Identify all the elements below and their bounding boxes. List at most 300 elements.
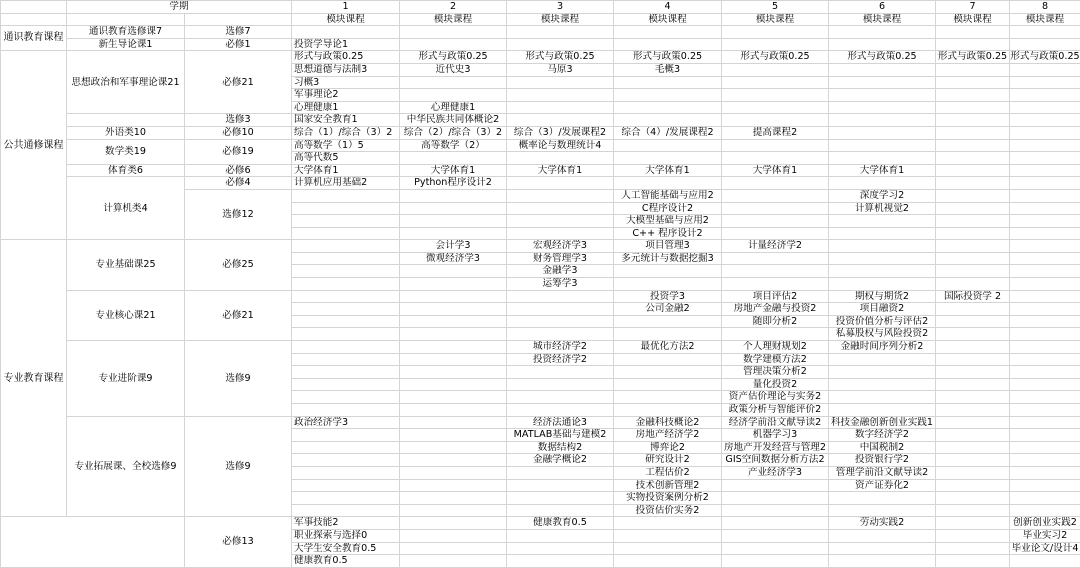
course-cell: 金融学概论2: [507, 454, 614, 467]
course-cell: [614, 366, 722, 379]
course-cell: [936, 479, 1010, 492]
course-cell: [400, 416, 507, 429]
course-cell: [614, 101, 722, 114]
course-cell: [507, 542, 614, 555]
course-cell: [400, 89, 507, 102]
course-cell: 形式与政策0.25: [614, 51, 722, 64]
course-cell: 职业探索与选择0: [292, 529, 400, 542]
course-cell: [507, 303, 614, 316]
course-cell: 科技金融创新创业实践1: [829, 416, 936, 429]
course-cell: [292, 366, 400, 379]
course-cell: [1010, 555, 1080, 568]
course-cell: 金融学3: [507, 265, 614, 278]
course-cell: [936, 441, 1010, 454]
course-cell: 习概3: [292, 76, 400, 89]
course-cell: [292, 290, 400, 303]
requirement-cell: 选修3: [185, 114, 292, 127]
course-cell: [614, 353, 722, 366]
course-group-cell: 计算机类4: [67, 177, 185, 240]
course-cell: [829, 252, 936, 265]
course-cell: [936, 278, 1010, 291]
course-cell: [936, 189, 1010, 202]
course-group-cell: 通识教育选修课7: [67, 26, 185, 39]
course-cell: [507, 391, 614, 404]
course-cell: [829, 76, 936, 89]
course-cell: [400, 202, 507, 215]
course-cell: [507, 26, 614, 39]
course-cell: 量化投资2: [722, 378, 829, 391]
table-row: [1, 164, 1080, 177]
table-row: [1, 13, 1080, 26]
course-cell: [400, 441, 507, 454]
course-cell: [400, 189, 507, 202]
header-row: [1, 1, 1080, 14]
course-cell: [936, 227, 1010, 240]
table-row: [1, 114, 1080, 127]
course-cell: 资产估价理论与实务2: [722, 391, 829, 404]
course-cell: 项目融资2: [829, 303, 936, 316]
course-cell: 高等数学（1）5: [292, 139, 400, 152]
course-cell: 模块课程: [614, 13, 722, 26]
course-cell: 财务管理学3: [507, 252, 614, 265]
course-cell: 数据结构2: [507, 441, 614, 454]
course-cell: [722, 139, 829, 152]
course-cell: [292, 227, 400, 240]
course-cell: [936, 517, 1010, 530]
course-cell: [614, 139, 722, 152]
course-cell: 近代史3: [400, 63, 507, 76]
course-cell: 期权与期货2: [829, 290, 936, 303]
course-cell: [400, 492, 507, 505]
course-cell: [614, 265, 722, 278]
course-cell: 数学建模方法2: [722, 353, 829, 366]
table-row: [1, 290, 1080, 303]
course-cell: [1010, 278, 1080, 291]
course-cell: 大模型基础与应用2: [614, 215, 722, 228]
course-cell: 创新创业实践2: [1010, 517, 1080, 530]
course-cell: [614, 26, 722, 39]
course-cell: [722, 114, 829, 127]
course-cell: [614, 315, 722, 328]
course-cell: 个人理财规划2: [722, 341, 829, 354]
course-cell: 国际投资学 2: [936, 290, 1010, 303]
course-cell: [936, 164, 1010, 177]
course-cell: 大学体育1: [507, 164, 614, 177]
course-cell: [292, 404, 400, 417]
course-cell: [614, 76, 722, 89]
requirement-cell: 必修25: [185, 240, 292, 290]
course-cell: [936, 126, 1010, 139]
course-cell: [1010, 114, 1080, 127]
course-cell: [1010, 303, 1080, 316]
course-cell: [722, 152, 829, 165]
course-cell: [1010, 416, 1080, 429]
course-cell: [507, 89, 614, 102]
course-cell: 资产证券化2: [829, 479, 936, 492]
course-cell: [400, 529, 507, 542]
course-cell: [292, 278, 400, 291]
course-cell: [936, 429, 1010, 442]
course-cell: 投资学3: [614, 290, 722, 303]
course-cell: [829, 227, 936, 240]
course-cell: [1010, 328, 1080, 341]
course-cell: 概率论与数理统计4: [507, 139, 614, 152]
course-cell: 微观经济学3: [400, 252, 507, 265]
course-cell: [936, 454, 1010, 467]
course-cell: 高等代数5: [292, 152, 400, 165]
course-cell: 健康教育0.5: [292, 555, 400, 568]
course-cell: [829, 391, 936, 404]
course-cell: [507, 227, 614, 240]
course-cell: [507, 315, 614, 328]
course-cell: [722, 202, 829, 215]
course-cell: [400, 328, 507, 341]
course-cell: [829, 542, 936, 555]
course-cell: 投资估价实务2: [614, 504, 722, 517]
course-cell: 多元统计与数据挖掘3: [614, 252, 722, 265]
course-cell: [936, 252, 1010, 265]
course-cell: 综合（2）/综合（3）2: [400, 126, 507, 139]
semester-number: 1: [292, 1, 400, 14]
course-cell: [507, 328, 614, 341]
course-cell: [614, 89, 722, 102]
course-cell: [1010, 353, 1080, 366]
course-cell: [400, 76, 507, 89]
course-cell: [936, 555, 1010, 568]
course-cell: 金融时间序列分析2: [829, 341, 936, 354]
course-cell: [1010, 89, 1080, 102]
course-cell: 管理学前沿文献导读2: [829, 466, 936, 479]
course-cell: [936, 63, 1010, 76]
course-cell: [507, 76, 614, 89]
course-cell: 模块课程: [829, 13, 936, 26]
course-cell: 项目管理3: [614, 240, 722, 253]
course-cell: 金融科技概论2: [614, 416, 722, 429]
course-cell: [400, 26, 507, 39]
table-row: [1, 26, 1080, 39]
course-cell: [400, 341, 507, 354]
course-cell: [292, 202, 400, 215]
course-cell: [1010, 429, 1080, 442]
course-cell: 工程估价2: [614, 466, 722, 479]
term-label: 学期: [67, 1, 292, 14]
course-cell: [614, 542, 722, 555]
course-cell: [829, 89, 936, 102]
course-cell: [936, 152, 1010, 165]
course-cell: 最优化方法2: [614, 341, 722, 354]
course-group-cell: 数学类19: [67, 139, 185, 164]
course-cell: [400, 366, 507, 379]
course-group-cell: 专业核心课21: [67, 290, 185, 340]
course-cell: MATLAB基础与建模2: [507, 429, 614, 442]
course-cell: [1010, 404, 1080, 417]
course-cell: [507, 378, 614, 391]
course-cell: [829, 139, 936, 152]
table-row: [1, 126, 1080, 139]
course-cell: [292, 466, 400, 479]
course-cell: 模块课程: [507, 13, 614, 26]
category-cell: [1, 13, 67, 26]
course-cell: [292, 353, 400, 366]
course-cell: [400, 215, 507, 228]
course-cell: 模块课程: [1010, 13, 1080, 26]
course-cell: 形式与政策0.25: [1010, 51, 1080, 64]
course-cell: [1010, 366, 1080, 379]
course-cell: 形式与政策0.25: [829, 51, 936, 64]
requirement-cell: 选修9: [185, 341, 292, 417]
course-cell: [829, 504, 936, 517]
course-group-cell: [67, 13, 185, 26]
course-cell: [400, 542, 507, 555]
course-cell: [829, 529, 936, 542]
course-cell: [614, 391, 722, 404]
course-cell: [829, 26, 936, 39]
course-cell: [400, 429, 507, 442]
table-row: [1, 51, 1080, 64]
course-cell: 技术创新管理2: [614, 479, 722, 492]
course-cell: [722, 517, 829, 530]
course-cell: 产业经济学3: [722, 466, 829, 479]
course-cell: 经济法通论3: [507, 416, 614, 429]
course-cell: Python程序设计2: [400, 177, 507, 190]
course-cell: [400, 479, 507, 492]
course-cell: [829, 177, 936, 190]
course-cell: 机器学习3: [722, 429, 829, 442]
course-cell: 形式与政策0.25: [400, 51, 507, 64]
course-cell: [829, 101, 936, 114]
requirement-cell: 选修9: [185, 416, 292, 517]
course-cell: [507, 290, 614, 303]
course-cell: 计算机视觉2: [829, 202, 936, 215]
course-cell: [400, 38, 507, 51]
course-cell: [614, 378, 722, 391]
course-cell: [292, 492, 400, 505]
course-cell: [936, 38, 1010, 51]
course-cell: 思想道德与法制3: [292, 63, 400, 76]
course-cell: 劳动实践2: [829, 517, 936, 530]
course-cell: [1010, 466, 1080, 479]
course-cell: [829, 366, 936, 379]
course-cell: [936, 492, 1010, 505]
course-cell: [1010, 215, 1080, 228]
table-row: [1, 177, 1080, 190]
course-cell: [1010, 152, 1080, 165]
course-cell: [1010, 76, 1080, 89]
course-cell: 军事理论2: [292, 89, 400, 102]
course-cell: [1010, 492, 1080, 505]
course-cell: [1010, 265, 1080, 278]
course-cell: [400, 290, 507, 303]
course-cell: [936, 76, 1010, 89]
course-cell: [1010, 139, 1080, 152]
course-cell: [292, 240, 400, 253]
semester-number: 8: [1010, 1, 1080, 14]
header-blank: [1, 1, 67, 14]
table-row: [1, 341, 1080, 354]
course-cell: C++ 程序设计2: [614, 227, 722, 240]
course-cell: 城市经济学2: [507, 341, 614, 354]
course-cell: 房地产金融与投资2: [722, 303, 829, 316]
course-cell: [614, 278, 722, 291]
course-cell: 投资银行学2: [829, 454, 936, 467]
course-cell: 模块课程: [722, 13, 829, 26]
course-cell: [722, 504, 829, 517]
course-cell: 私募股权与风险投资2: [829, 328, 936, 341]
course-cell: [292, 341, 400, 354]
course-cell: [936, 466, 1010, 479]
course-cell: 房地产开发经营与管理2: [722, 441, 829, 454]
course-cell: [614, 555, 722, 568]
course-cell: [1010, 189, 1080, 202]
course-cell: [400, 391, 507, 404]
course-cell: [829, 215, 936, 228]
course-cell: [400, 227, 507, 240]
course-cell: [722, 479, 829, 492]
course-cell: 模块课程: [400, 13, 507, 26]
course-cell: [722, 265, 829, 278]
course-cell: [936, 139, 1010, 152]
course-cell: 模块课程: [292, 13, 400, 26]
course-cell: [1010, 290, 1080, 303]
course-cell: [1010, 227, 1080, 240]
course-cell: [722, 89, 829, 102]
course-cell: [400, 265, 507, 278]
course-group-cell: 新生导论课1: [67, 38, 185, 51]
semester-number: 6: [829, 1, 936, 14]
requirement-cell: 选修12: [185, 189, 292, 239]
course-cell: [292, 391, 400, 404]
course-cell: [722, 278, 829, 291]
course-cell: 投资学导论1: [292, 38, 400, 51]
course-cell: [936, 328, 1010, 341]
course-cell: [507, 101, 614, 114]
course-cell: [722, 189, 829, 202]
course-cell: 研究设计2: [614, 454, 722, 467]
requirement-cell: 必修1: [185, 38, 292, 51]
course-cell: [1010, 177, 1080, 190]
course-cell: [1010, 315, 1080, 328]
course-cell: [1010, 26, 1080, 39]
course-cell: GIS空间数据分析方法2: [722, 454, 829, 467]
course-cell: [829, 126, 936, 139]
course-cell: [507, 202, 614, 215]
course-cell: [936, 529, 1010, 542]
course-cell: [507, 38, 614, 51]
course-cell: [936, 366, 1010, 379]
course-cell: [507, 114, 614, 127]
course-cell: [292, 26, 400, 39]
semester-number: 7: [936, 1, 1010, 14]
course-cell: 大学生安全教育0.5: [292, 542, 400, 555]
course-cell: [1010, 164, 1080, 177]
course-cell: [1010, 479, 1080, 492]
course-cell: [1010, 504, 1080, 517]
course-cell: 心理健康1: [292, 101, 400, 114]
course-cell: [936, 504, 1010, 517]
course-cell: [722, 177, 829, 190]
course-cell: 博弈论2: [614, 441, 722, 454]
course-cell: [400, 303, 507, 316]
course-cell: [1010, 441, 1080, 454]
course-cell: [829, 265, 936, 278]
course-cell: [292, 454, 400, 467]
course-cell: 计算机应用基础2: [292, 177, 400, 190]
course-cell: [400, 454, 507, 467]
course-cell: [936, 353, 1010, 366]
course-cell: [1010, 378, 1080, 391]
table-row: [1, 38, 1080, 51]
course-cell: [292, 479, 400, 492]
course-group-cell: 专业进阶课9: [67, 341, 185, 417]
course-cell: [1010, 101, 1080, 114]
course-cell: [829, 152, 936, 165]
course-cell: [614, 404, 722, 417]
course-cell: [936, 240, 1010, 253]
course-cell: [507, 529, 614, 542]
requirement-cell: 必修21: [185, 51, 292, 114]
course-cell: 提高课程2: [722, 126, 829, 139]
course-cell: 中华民族共同体概论2: [400, 114, 507, 127]
course-cell: 经济学前沿文献导读2: [722, 416, 829, 429]
course-cell: C程序设计2: [614, 202, 722, 215]
course-cell: 投资经济学2: [507, 353, 614, 366]
course-cell: [722, 63, 829, 76]
course-cell: 运筹学3: [507, 278, 614, 291]
course-cell: 管理决策分析2: [722, 366, 829, 379]
course-cell: [936, 391, 1010, 404]
course-cell: [292, 328, 400, 341]
table-row: [1, 240, 1080, 253]
course-cell: 计量经济学2: [722, 240, 829, 253]
course-cell: 模块课程: [936, 13, 1010, 26]
table-row: [1, 517, 1080, 530]
course-cell: [722, 26, 829, 39]
course-cell: [829, 404, 936, 417]
course-cell: 政策分析与智能评价2: [722, 404, 829, 417]
course-cell: 大学体育1: [829, 164, 936, 177]
course-cell: [292, 265, 400, 278]
course-cell: [507, 215, 614, 228]
course-cell: 综合（3）/发展课程2: [507, 126, 614, 139]
course-cell: [614, 38, 722, 51]
requirement-cell: [185, 13, 292, 26]
requirement-cell: 必修19: [185, 139, 292, 164]
course-cell: [292, 189, 400, 202]
course-cell: 数字经济学2: [829, 429, 936, 442]
course-cell: 综合（1）/综合（3）2: [292, 126, 400, 139]
course-cell: [936, 378, 1010, 391]
course-cell: [400, 353, 507, 366]
course-cell: [722, 227, 829, 240]
course-cell: 大学体育1: [722, 164, 829, 177]
course-cell: [829, 555, 936, 568]
course-cell: [614, 152, 722, 165]
course-cell: [1010, 38, 1080, 51]
requirement-cell: 必修10: [185, 126, 292, 139]
course-cell: [614, 517, 722, 530]
course-cell: [722, 529, 829, 542]
semester-number: 4: [614, 1, 722, 14]
course-cell: 项目评估2: [722, 290, 829, 303]
course-cell: 投资价值分析与评估2: [829, 315, 936, 328]
course-cell: [507, 492, 614, 505]
course-group-cell: 专业基础课25: [67, 240, 185, 290]
course-cell: [507, 177, 614, 190]
category-cell: 专业教育课程: [1, 240, 67, 517]
course-cell: [722, 215, 829, 228]
course-cell: [1010, 454, 1080, 467]
course-cell: [292, 303, 400, 316]
